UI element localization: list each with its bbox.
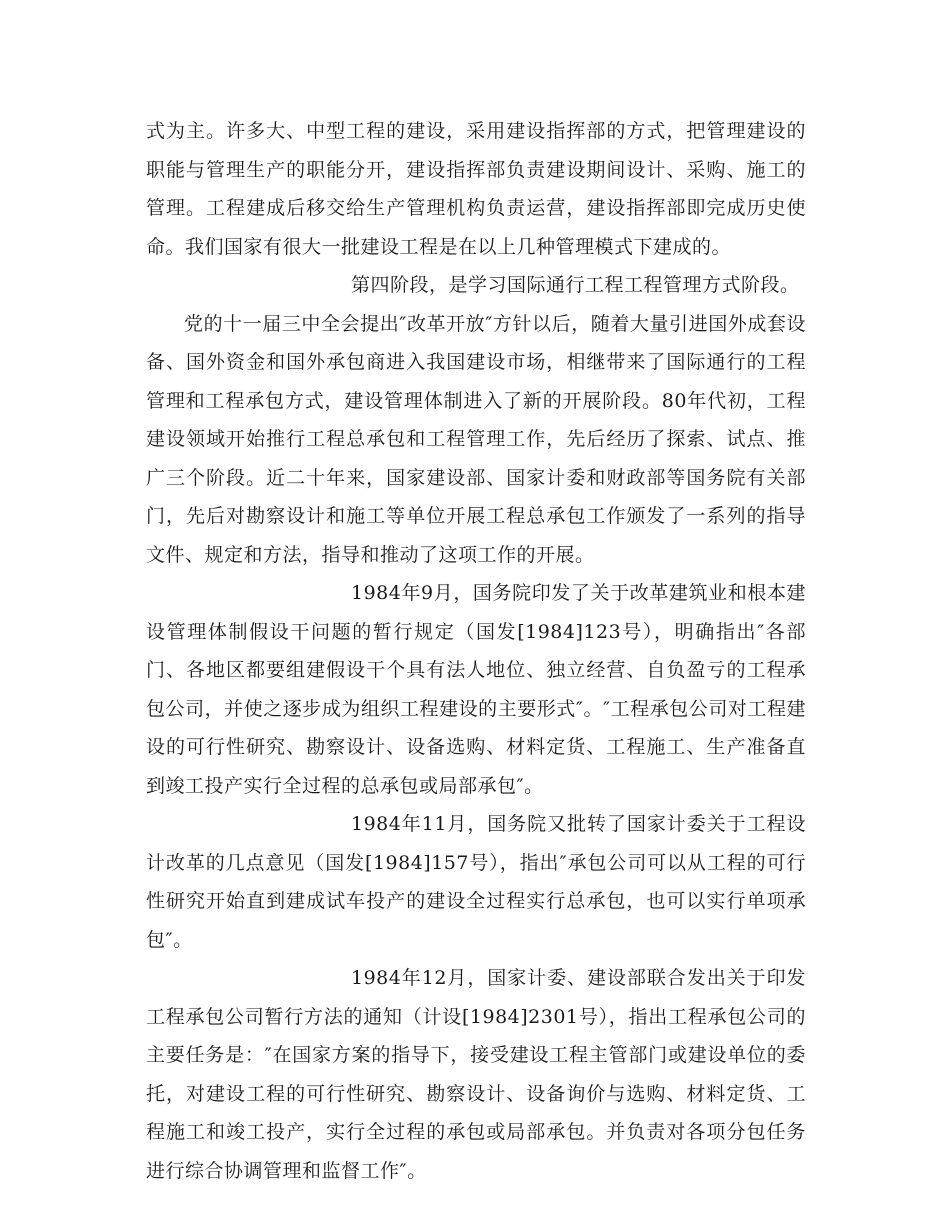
- paragraph-1984-september: 1984年9月，国务院印发了关于改革建筑业和根本建设管理体制假设干问题的暂行规定（国发[1984]123号），明确指出″各部门、各地区都要组建假设干个具有法人地位、独立经营、自负盈亏的工程承包公司，并使之逐步成为组织工程建设的主要形式″。″工程承包公司对工程建设的可行性研究、勘察设计、设备选购、材料定货、工程施工、生产准备直到竣工投产实行全过程的总承包或局部承包″。: [146, 582, 806, 797]
- paragraph-reform-opening: 党的十一届三中全会提出″改革开放″方针以后，随着大量引进国外成套设备、国外资金和国外承包商进入我国建设市场，相继带来了国际通行的工程管理和工程承包方式，建设管理体制进入了新的开展阶段。80年代初，工程建设领域开始推行工程总承包和工程管理工作，先后经历了探索、试点、推广三个阶段。近二十年来，国家建设部、国家计委和财政部等国务院有关部门，先后对勘察设计和施工等单位开展工程总承包工作颁发了一系列的指导文件、规定和方法，指导和推动了这项工作的开展。: [146, 312, 806, 566]
- paragraph-construction-command: 式为主。许多大、中型工程的建设，采用建设指挥部的方式，把管理建设的职能与管理生产的职能分开，建设指挥部负责建设期间设计、采购、施工的管理。工程建成后移交给生产管理机构负责运营，建设指挥部即完成历史使命。我们国家有很大一批建设工程是在以上几种管理模式下建成的。: [146, 120, 806, 258]
- paragraph-stage-four-heading: 第四阶段，是学习国际通行工程工程管理方式阶段。: [351, 274, 800, 296]
- paragraph-1984-november: 1984年11月，国务院又批转了国家计委关于工程设计改革的几点意见（国发[1984]157号），指出″承包公司可以从工程的可行性研究开始直到建成试车投产的建设全过程实行总承包，也可以实行单项承包″。: [146, 813, 806, 951]
- paragraph-1984-december: 1984年12月，国家计委、建设部联合发出关于印发工程承包公司暂行方法的通知（计设[1984]2301号），指出工程承包公司的主要任务是：″在国家方案的指导下，接受建设工程主管部门或建设单位的委托，对建设工程的可行性研究、勘察设计、设备询价与选购、材料定货、工程施工和竣工投产，实行全过程的承包或局部承包。并负责对各项分包任务进行综合协调管理和监督工作″。: [146, 967, 806, 1182]
- document-body: [146, 112, 806, 1190]
